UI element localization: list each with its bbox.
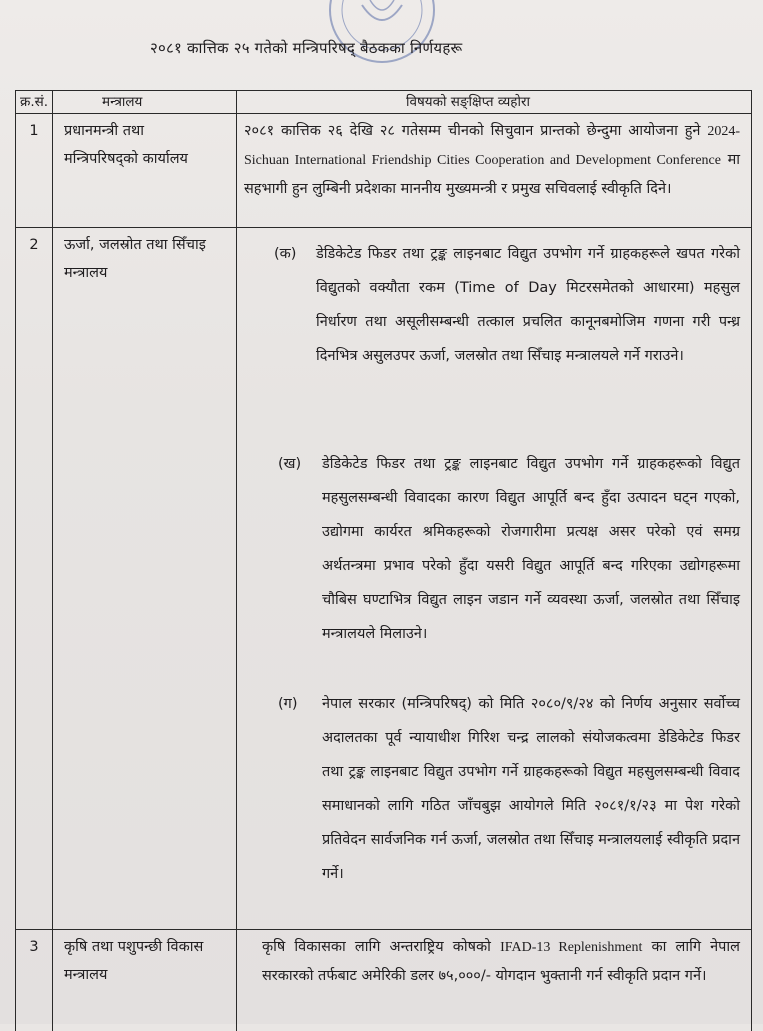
header-ministry: मन्त्रालय — [102, 94, 143, 110]
row-1-sn: 1 — [29, 123, 39, 139]
page-title: २०८१ कात्तिक २५ गतेको मन्त्रिपरिषद् बैठकका निर्णयहरू — [150, 39, 463, 57]
item-kha-label: (ख) — [278, 456, 302, 472]
row-3-text: कृषि विकासका लागि अन्तराष्ट्रिय कोषको IFAD-13 Replenishment का लागि नेपाल सरकारको तर्फबाट अमेरिकी डलर ७५,०००/- योगदान भुक्तानी गर्न स्वीकृति प्रदान गर्ने। — [262, 939, 740, 984]
row-3-sn: 3 — [29, 939, 39, 955]
item-kha-text: डेडिकेटेड फिडर तथा ट्रङ्क लाइनबाट विद्युत उपभोग गर्ने ग्राहकहरूको विद्युत महसुलसम्बन्धी विवादका कारण विद्युत आपूर्ति बन्द हुँदा उत्पादन घट्न गएको, उद्योगमा कार्यरत श्रमिकहरूको रोजगारीमा प्रत्यक्ष असर परेको एवं समग्र अर्थतन्त्रमा प्रभाव परेको हुँदा यसरी विद्युत आपूर्ति बन्द गरिएका उद्योगहरूमा चौबिस घण्टाभित्र विद्युत लाइन जडान गर्ने व्यवस्था ऊर्जा, जलस्रोत तथा सिँचाइ मन्त्रालयले मिलाउने। — [322, 456, 740, 642]
item-ka-text: डेडिकेटेड फिडर तथा ट्रङ्क लाइनबाट विद्युत उपभोग गर्ने ग्राहकहरूले खपत गरेको विद्युतको वक्यौता रकम (Time of Day मिटरसमेतको आधारमा) महसुल निर्धारण तथा असूलीसम्बन्धी तत्काल प्रचलित कानूनबमोजिम गणना गरी पन्ध्र दिनभित्र असुलउपर ऊर्जा, जलस्रोत तथा सिँचाइ मन्त्रालयले गर्ने गराउने। — [316, 246, 740, 364]
item-ga-text: नेपाल सरकार (मन्त्रिपरिषद्) को मिति २०८०/९/२४ को निर्णय अनुसार सर्वोच्च अदालतका पूर्व न्यायाधीश गिरिश चन्द्र लालको संयोजकत्वमा डेडिकेटेड फिडर तथा ट्रङ्क लाइनबाट विद्युत उपभोग गर्ने ग्राहकहरूको विद्युत महसुलसम्बन्धी विवाद समाधानको लागि गठित जाँचबुझ आयोगले मिति २०८१/१/२३ मा पेश गरेको प्रतिवेदन सार्वजनिक गर्न ऊर्जा, जलस्रोत तथा सिँचाइ मन्त्रालयलाई स्वीकृति प्रदान गर्ने। — [322, 696, 740, 882]
header-sn: क्र.सं. — [19, 94, 49, 110]
row-2-sn: 2 — [29, 237, 39, 253]
row-1-ministry: प्रधानमन्त्री तथा मन्त्रिपरिषद्को कार्यालय — [64, 123, 188, 167]
row-2-ministry: ऊर्जा, जलस्रोत तथा सिँचाइ मन्त्रालय — [64, 237, 206, 281]
item-ka-label: (क) — [274, 246, 297, 262]
decisions-table — [15, 90, 752, 1031]
header-subject: विषयको सङ्क्षिप्त व्यहोरा — [406, 94, 530, 110]
row-1-text: २०८१ कात्तिक २६ देखि २८ गतेसम्म चीनको सिचुवान प्रान्तको छेन्दुमा आयोजना हुने 2024-Sichuan International Friendship Cities Cooperation and Development Conference मा सहभागी हुन लुम्बिनी प्रदेशका माननीय मुख्यमन्त्री र प्रमुख सचिवलाई स्वीकृति दिने। — [244, 123, 740, 197]
item-ga-label: (ग) — [278, 696, 298, 712]
row-3-ministry: कृषि तथा पशुपन्छी विकास मन्त्रालय — [64, 939, 204, 983]
